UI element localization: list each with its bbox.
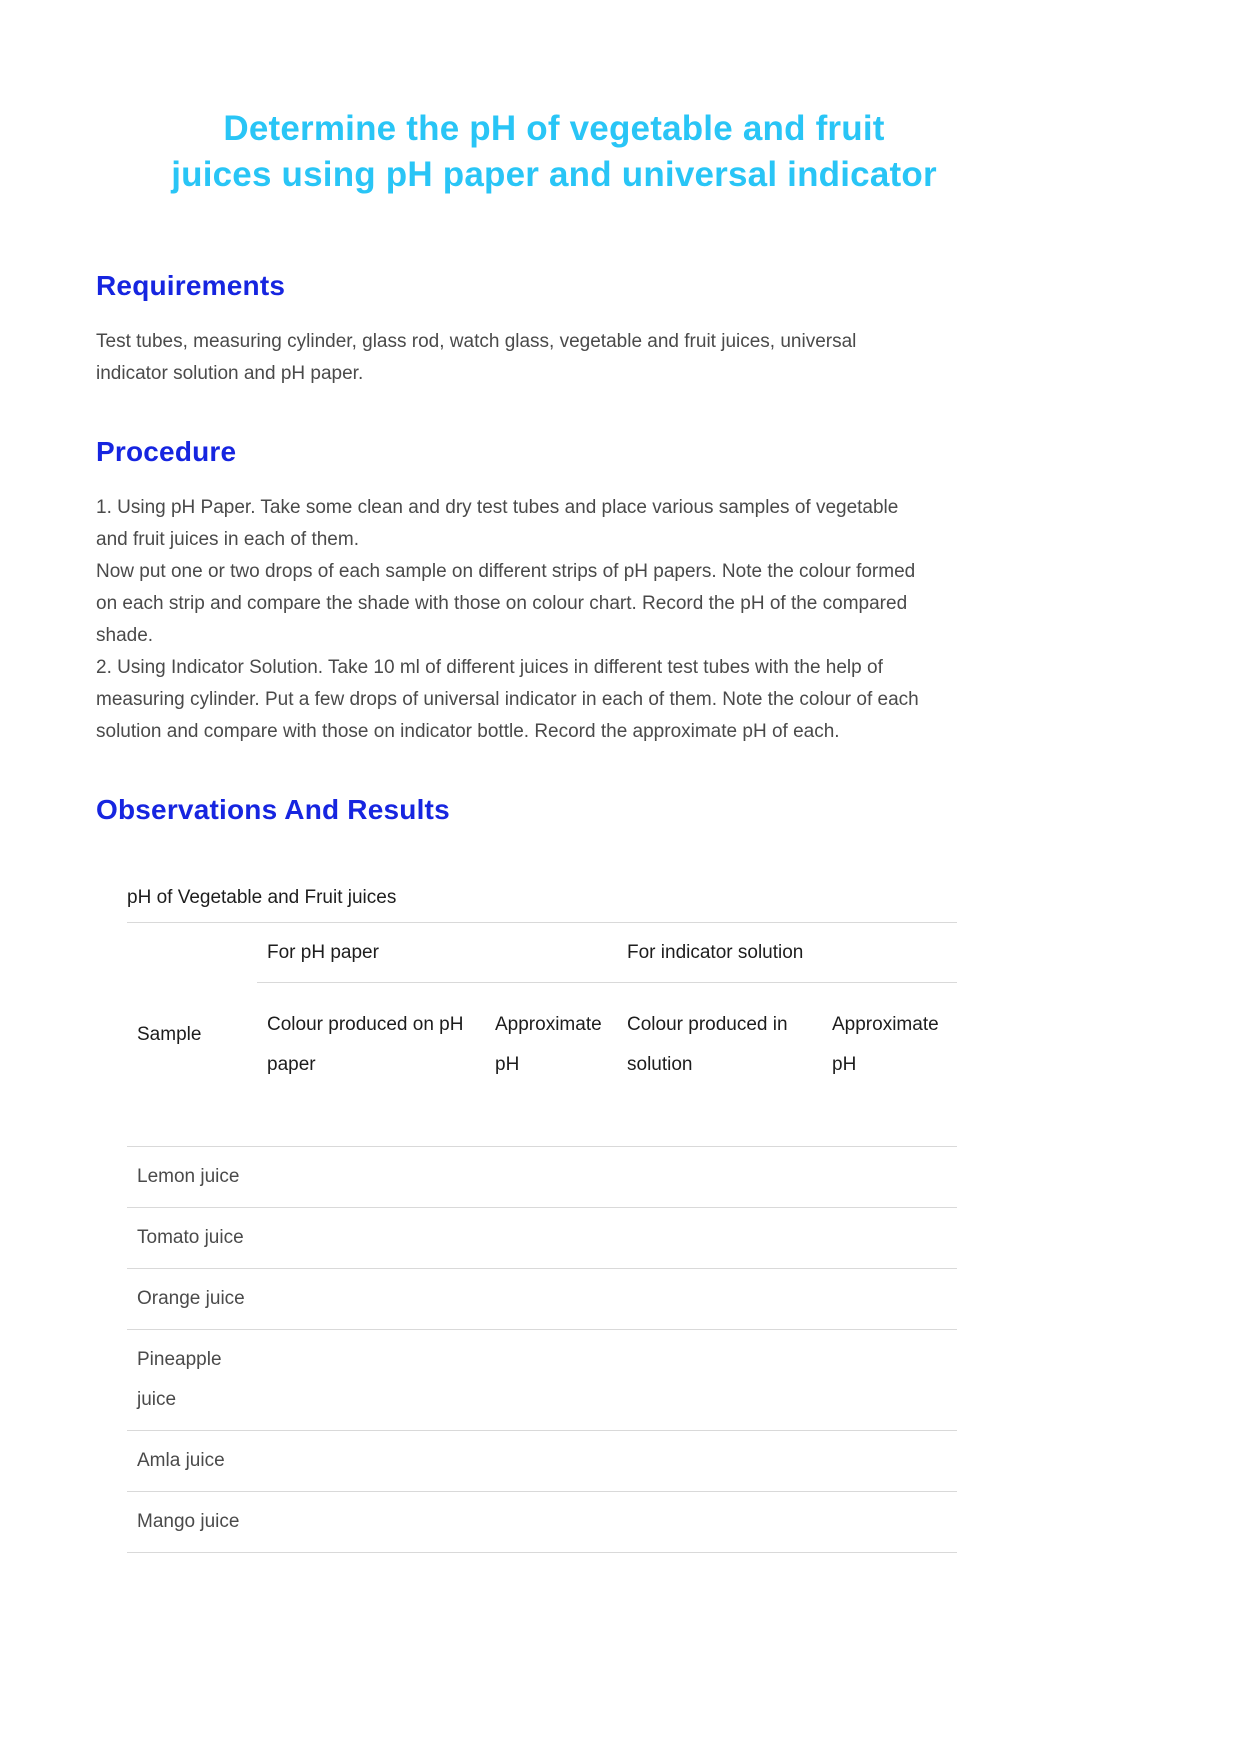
col-header-approximate-ph-solution: Approximate pH xyxy=(822,983,957,1147)
empty-cell xyxy=(822,1330,957,1431)
sample-cell: Mango juice xyxy=(127,1492,257,1553)
empty-cell xyxy=(617,1147,822,1208)
col-header-sample: Sample xyxy=(127,923,257,1147)
empty-cell xyxy=(485,1431,617,1492)
table-row xyxy=(127,1431,957,1492)
sample-cell: Orange juice xyxy=(127,1269,257,1330)
table-row xyxy=(127,1269,957,1330)
empty-cell xyxy=(822,1269,957,1330)
empty-cell xyxy=(485,1330,617,1431)
col-header-colour-in-solution: Colour produced in solution xyxy=(617,983,822,1147)
empty-cell xyxy=(257,1492,485,1553)
table-row xyxy=(127,1492,957,1553)
empty-cell xyxy=(257,1269,485,1330)
col-header-colour-on-ph-paper: Colour produced on pH paper xyxy=(257,983,485,1147)
sample-cell: Pineapple juice xyxy=(127,1330,257,1431)
procedure-note: Now put one or two drops of each sample on different strips of pH papers. Note the colour formed on each strip and compare the shade with those on colour chart. Record the pH of the compared shade. xyxy=(96,561,916,646)
group-header-indicator-solution: For indicator solution xyxy=(617,923,957,983)
table-row xyxy=(127,1330,957,1431)
empty-cell xyxy=(822,1208,957,1269)
procedure-step-2: 2. Using Indicator Solution. Take 10 ml of different juices in different test tubes with the help of measuring cylinder. Put a few drops of universal indicator in each of them. Note the colour of each solution and compare with those on indicator bottle. Record the approximate pH of each. xyxy=(96,657,919,742)
sample-cell: Amla juice xyxy=(127,1431,257,1492)
page-title xyxy=(96,106,1012,198)
empty-cell xyxy=(617,1431,822,1492)
empty-cell xyxy=(257,1431,485,1492)
empty-cell xyxy=(257,1147,485,1208)
procedure-paragraphs xyxy=(96,492,1148,748)
empty-cell xyxy=(822,1492,957,1553)
empty-cell xyxy=(822,1147,957,1208)
table-row xyxy=(127,1147,957,1208)
empty-cell xyxy=(257,1330,485,1431)
empty-cell xyxy=(485,1147,617,1208)
empty-cell xyxy=(485,1208,617,1269)
empty-cell xyxy=(617,1330,822,1431)
empty-cell xyxy=(485,1492,617,1553)
observations-table xyxy=(127,876,957,1553)
empty-cell xyxy=(257,1208,485,1269)
table-group-header-row xyxy=(127,923,957,983)
empty-cell xyxy=(617,1269,822,1330)
procedure-heading: Procedure xyxy=(96,436,237,467)
empty-cell xyxy=(822,1431,957,1492)
table-caption: pH of Vegetable and Fruit juices xyxy=(127,876,957,923)
requirements-body: Test tubes, measuring cylinder, glass rod, watch glass, vegetable and fruit juices, universal indicator solution and pH paper. xyxy=(96,331,857,384)
group-header-ph-paper: For pH paper xyxy=(257,923,617,983)
empty-cell xyxy=(617,1492,822,1553)
procedure-step-1: 1. Using pH Paper. Take some clean and dry test tubes and place various samples of vegetable and fruit juices in each of them. xyxy=(96,497,899,550)
sample-cell: Tomato juice xyxy=(127,1208,257,1269)
col-header-approximate-ph-paper: Approximate pH xyxy=(485,983,617,1147)
empty-cell xyxy=(617,1208,822,1269)
table-caption-row xyxy=(127,876,957,923)
page-title-line-2: juices using pH paper and universal indicator xyxy=(171,155,937,194)
empty-cell xyxy=(485,1269,617,1330)
sample-cell: Lemon juice xyxy=(127,1147,257,1208)
requirements-heading: Requirements xyxy=(96,270,286,301)
table-row xyxy=(127,1208,957,1269)
page-title-line-1: Determine the pH of vegetable and fruit xyxy=(223,109,885,148)
observations-heading: Observations And Results xyxy=(96,794,450,825)
